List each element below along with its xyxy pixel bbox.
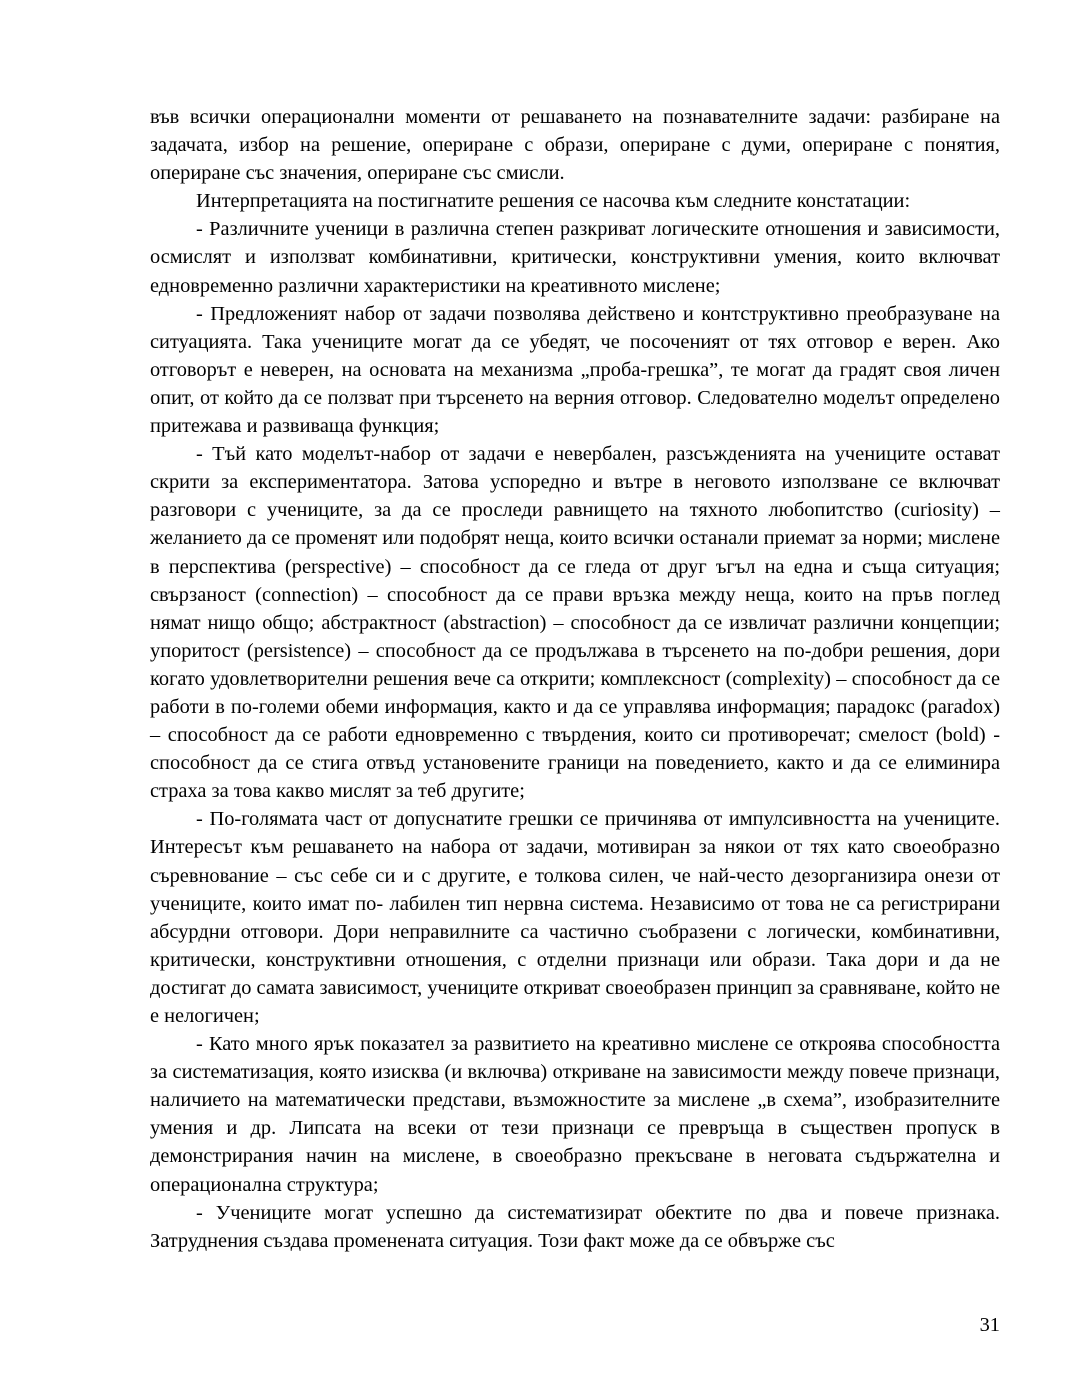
paragraph-continuation: във всички операционални моменти от решаването на познавателните задачи: разбиране на задачата, избор на решение, опериране с образи, опериране с думи, опериране с понятия, опериране със значения, опериране със смисли. xyxy=(150,106,1000,185)
page-number: 31 xyxy=(979,1314,1000,1336)
paragraph-finding-task-set: - Предложеният набор от задачи позволява действено и контструктивно преобразуване на ситуацията. Така учениците могат да се убедят, че посоченият от тях отговор е верен. Ако отговорът е неверен, на основата на механизма „проба-грешка”, те могат да градят своя личен опит, от който да се ползват при търсенето на верния отговор. Следователно моделът определено притежава и развиваща функция; xyxy=(150,302,1000,438)
paragraph-interpretation-intro: Интерпретацията на постигнатите решения се насочва към следните констатации: xyxy=(196,190,911,213)
paragraph-finding-systematization: - Като много ярък показател за развитието на креативно мислене се откроява способността за систематизация, която изисква (и включва) откриване на зависимости между повече признаци, наличието на математически представи, възможностите за мислене „в схема”, изобразителните умения и др. Липсата на всеки от тези признаци се превръща в съществен пропуск в демонстрирания начин на мислене, в своеобразно прекъсване в неговата съдържателна и операционална структура; xyxy=(150,1033,1000,1196)
paragraph-finding-impulsivity: - По-голямата част от допуснатите грешки се причинява от импулсивността на учениците. Интересът към решаването на набора от задачи, мотивиран за някои от тях като своеобразно съревнование – със себе си и с другите, е толкова силен, че най-често дезорганизира онези от учениците, които имат по- лабилен тип нервна система. Независимо от това не са регистрирани абсурдни отговори. Дори неправилните са частично съобразени с логически, комбинативни, критически, конструктивни отношения, с отделни признаци или образи. Така дори и да не достигат до самата зависимост, учениците откриват своеобразен принцип за сравняване, който не е нелогичен; xyxy=(150,808,1000,1027)
document-body xyxy=(150,103,1000,1255)
paragraph-finding-changed-situation: - Учениците могат успешно да систематизират обектите по два и повече признака. Затруднения създава променената ситуация. Този факт може да се обвърже със xyxy=(150,1201,1000,1252)
paragraph-finding-nonverbal-model: - Тъй като моделът-набор от задачи е невербален, разсъжденията на учениците остават скрити за експериментатора. Затова успоредно и вътре в неговото използване се включват разговори с учениците, за да се проследи равнището на тяхното любопитство (curiosity) – желанието да се променят или подобрят неща, които всички останали приемат за норми; мислене в перспектива (perspective) – способност да се гледа от друг ъгъл на една и съща ситуация; свързаност (connection) – способност да се прави връзка между неща, които на пръв поглед нямат нищо общо; абстрактност (abstraction) – способност да се извличат различни концепции; упоритост (persistence) – способност да се продължава в търсенето на по-добри решения, дори когато удовлетворителни решения вече са открити; комплексност (complexity) – способност да се работи в по-големи обеми информация, както и да се управлява информация; парадокс (paradox) – способност да се работи едновременно с твърдения, които си противоречат; смелост (bold) - способност да се стига отвъд установените граници на поведението, както и да се елиминира страха за това какво мислят за теб другите; xyxy=(150,443,1000,803)
paragraph-finding-logical-relations: - Различните ученици в различна степен разкриват логическите отношения и зависимости, осмислят и използват комбинативни, критически, конструктивни умения, които включват едновременно различни характеристики на креативното мислене; xyxy=(150,218,1000,297)
